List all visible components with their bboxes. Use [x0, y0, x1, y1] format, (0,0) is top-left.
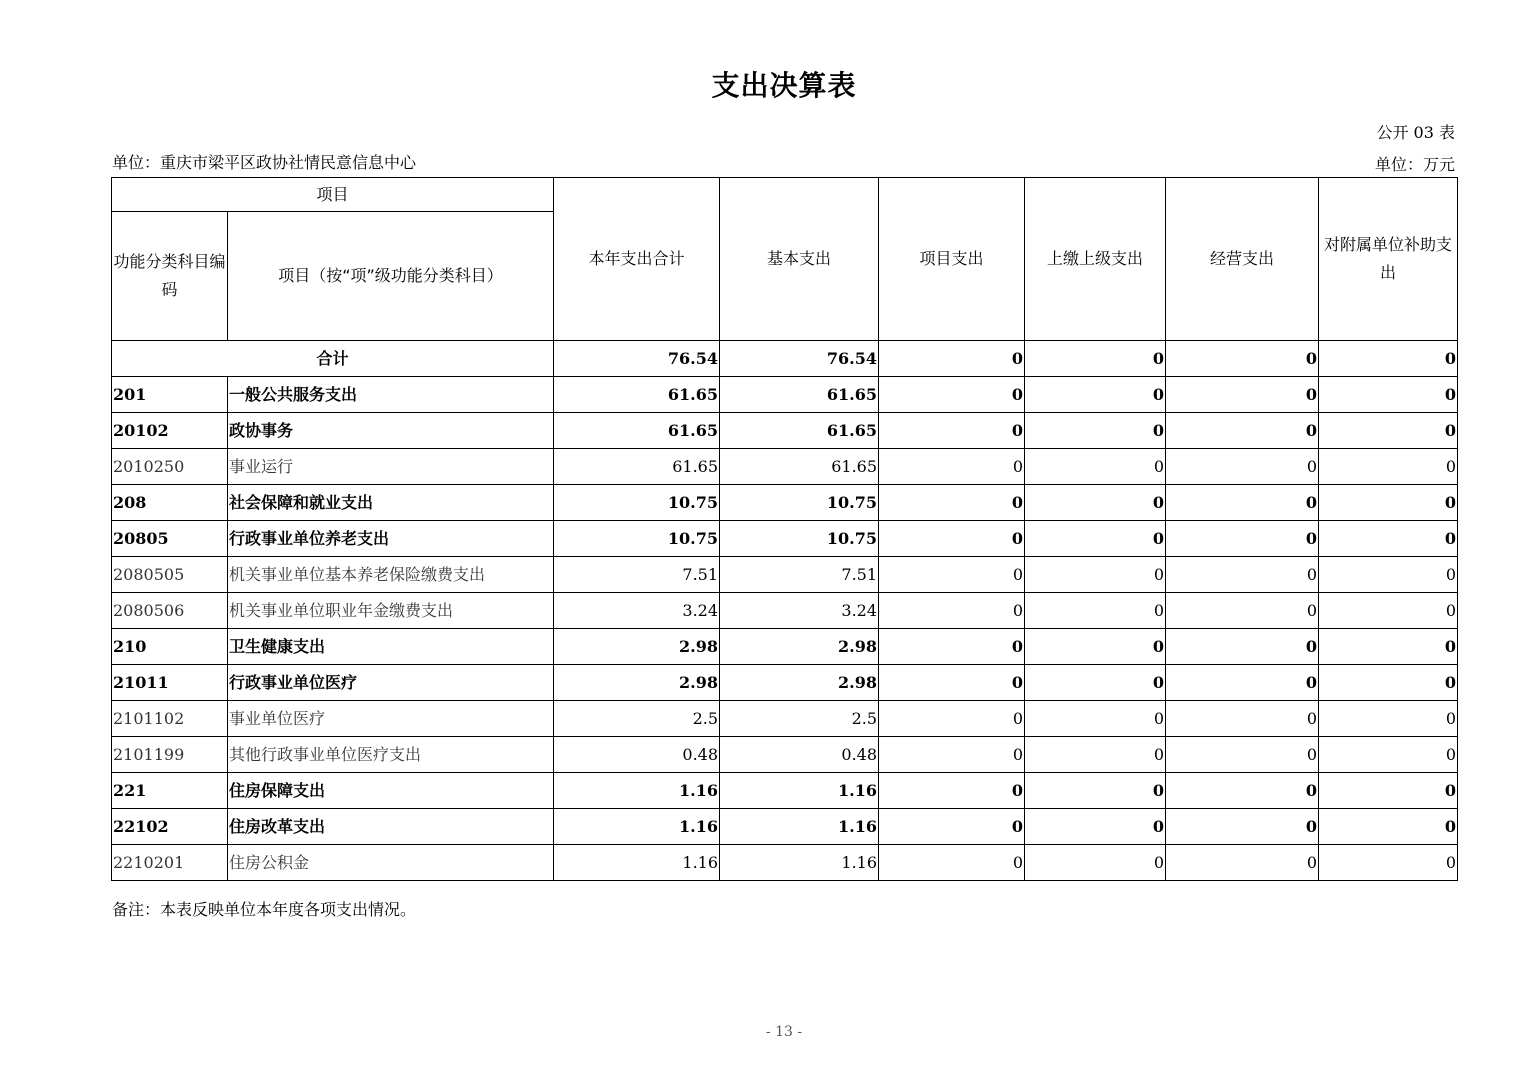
- page-title: 支出决算表: [711, 69, 857, 102]
- cell-business: 0: [1166, 629, 1319, 665]
- cell-subsidy: 0: [1319, 413, 1458, 449]
- cell-basic: 1.16: [720, 773, 879, 809]
- header-total: 本年支出合计: [554, 178, 720, 341]
- cell-project: 0: [879, 665, 1025, 701]
- cell-upper: 0: [1025, 449, 1166, 485]
- table-row: [112, 665, 1458, 701]
- cell-code: 2010250: [112, 449, 228, 485]
- cell-subsidy: 0: [1319, 377, 1458, 413]
- page-number: - 13 -: [765, 1024, 803, 1040]
- cell-name: 住房改革支出: [228, 809, 554, 845]
- cell-code: 21011: [112, 665, 228, 701]
- total-row: [112, 341, 1458, 377]
- unit-name: 单位：重庆市梁平区政协社情民意信息中心: [112, 153, 417, 172]
- cell-basic: 3.24: [720, 593, 879, 629]
- header-row-1: [112, 178, 1458, 212]
- cell-total: 2.98: [554, 629, 720, 665]
- cell-basic: 61.65: [720, 377, 879, 413]
- table-row: [112, 629, 1458, 665]
- cell-subsidy: 0: [1319, 593, 1458, 629]
- cell-project: 0: [879, 521, 1025, 557]
- form-number: 公开 03 表: [1376, 123, 1455, 142]
- header-code: 功能分类科目编码: [112, 212, 228, 341]
- cell-business: 0: [1166, 377, 1319, 413]
- cell-business: 0: [1166, 485, 1319, 521]
- expenditure-table: [111, 177, 1458, 881]
- cell-upper: 0: [1025, 773, 1166, 809]
- cell-name: 其他行政事业单位医疗支出: [228, 737, 554, 773]
- cell-code: 20102: [112, 413, 228, 449]
- cell-total: 1.16: [554, 809, 720, 845]
- total-total: 76.54: [554, 341, 720, 377]
- cell-total: 3.24: [554, 593, 720, 629]
- cell-total: 10.75: [554, 521, 720, 557]
- table-row: [112, 377, 1458, 413]
- cell-business: 0: [1166, 809, 1319, 845]
- header-subsidy: 对附属单位补助支出: [1319, 178, 1458, 341]
- cell-code: 2101102: [112, 701, 228, 737]
- cell-subsidy: 0: [1319, 449, 1458, 485]
- cell-name: 事业单位医疗: [228, 701, 554, 737]
- cell-code: 22102: [112, 809, 228, 845]
- cell-total: 61.65: [554, 377, 720, 413]
- cell-subsidy: 0: [1319, 701, 1458, 737]
- cell-project: 0: [879, 485, 1025, 521]
- cell-project: 0: [879, 449, 1025, 485]
- cell-business: 0: [1166, 557, 1319, 593]
- cell-project: 0: [879, 701, 1025, 737]
- cell-name: 事业运行: [228, 449, 554, 485]
- cell-upper: 0: [1025, 701, 1166, 737]
- cell-subsidy: 0: [1319, 521, 1458, 557]
- cell-project: 0: [879, 593, 1025, 629]
- cell-business: 0: [1166, 413, 1319, 449]
- table-row: [112, 485, 1458, 521]
- cell-total: 2.98: [554, 665, 720, 701]
- cell-code: 201: [112, 377, 228, 413]
- table-row: [112, 413, 1458, 449]
- cell-upper: 0: [1025, 629, 1166, 665]
- cell-upper: 0: [1025, 737, 1166, 773]
- cell-name: 卫生健康支出: [228, 629, 554, 665]
- cell-code: 2101199: [112, 737, 228, 773]
- cell-code: 2080505: [112, 557, 228, 593]
- cell-code: 2210201: [112, 845, 228, 881]
- cell-total: 7.51: [554, 557, 720, 593]
- cell-basic: 10.75: [720, 521, 879, 557]
- cell-upper: 0: [1025, 485, 1166, 521]
- cell-basic: 2.98: [720, 629, 879, 665]
- cell-total: 2.5: [554, 701, 720, 737]
- cell-project: 0: [879, 773, 1025, 809]
- cell-basic: 2.98: [720, 665, 879, 701]
- cell-upper: 0: [1025, 845, 1166, 881]
- table-row: [112, 521, 1458, 557]
- table-row: [112, 773, 1458, 809]
- header-business: 经营支出: [1166, 178, 1319, 341]
- cell-business: 0: [1166, 665, 1319, 701]
- cell-name: 住房公积金: [228, 845, 554, 881]
- cell-subsidy: 0: [1319, 737, 1458, 773]
- table-row: [112, 809, 1458, 845]
- cell-upper: 0: [1025, 377, 1166, 413]
- cell-business: 0: [1166, 593, 1319, 629]
- table-row: [112, 449, 1458, 485]
- cell-name: 机关事业单位职业年金缴费支出: [228, 593, 554, 629]
- total-business: 0: [1166, 341, 1319, 377]
- cell-business: 0: [1166, 521, 1319, 557]
- currency-unit: 单位：万元: [1374, 155, 1455, 174]
- cell-project: 0: [879, 809, 1025, 845]
- cell-upper: 0: [1025, 593, 1166, 629]
- table-row: [112, 845, 1458, 881]
- cell-basic: 1.16: [720, 845, 879, 881]
- cell-name: 住房保障支出: [228, 773, 554, 809]
- header-upper: 上缴上级支出: [1025, 178, 1166, 341]
- cell-name: 机关事业单位基本养老保险缴费支出: [228, 557, 554, 593]
- cell-total: 61.65: [554, 413, 720, 449]
- cell-code: 208: [112, 485, 228, 521]
- cell-name: 行政事业单位养老支出: [228, 521, 554, 557]
- cell-project: 0: [879, 845, 1025, 881]
- cell-code: 221: [112, 773, 228, 809]
- cell-basic: 61.65: [720, 449, 879, 485]
- cell-upper: 0: [1025, 521, 1166, 557]
- cell-business: 0: [1166, 701, 1319, 737]
- cell-name: 一般公共服务支出: [228, 377, 554, 413]
- cell-subsidy: 0: [1319, 665, 1458, 701]
- table-row: [112, 593, 1458, 629]
- cell-project: 0: [879, 377, 1025, 413]
- cell-code: 2080506: [112, 593, 228, 629]
- cell-code: 210: [112, 629, 228, 665]
- total-subsidy: 0: [1319, 341, 1458, 377]
- cell-business: 0: [1166, 737, 1319, 773]
- cell-business: 0: [1166, 449, 1319, 485]
- cell-project: 0: [879, 413, 1025, 449]
- table-row: [112, 557, 1458, 593]
- cell-upper: 0: [1025, 557, 1166, 593]
- cell-basic: 61.65: [720, 413, 879, 449]
- table-row: [112, 701, 1458, 737]
- cell-upper: 0: [1025, 413, 1166, 449]
- cell-total: 1.16: [554, 845, 720, 881]
- cell-project: 0: [879, 629, 1025, 665]
- total-basic: 76.54: [720, 341, 879, 377]
- cell-subsidy: 0: [1319, 773, 1458, 809]
- cell-total: 0.48: [554, 737, 720, 773]
- cell-basic: 0.48: [720, 737, 879, 773]
- cell-subsidy: 0: [1319, 629, 1458, 665]
- cell-name: 行政事业单位医疗: [228, 665, 554, 701]
- cell-upper: 0: [1025, 809, 1166, 845]
- header-item: 项目: [112, 178, 554, 212]
- header-project: 项目支出: [879, 178, 1025, 341]
- cell-total: 10.75: [554, 485, 720, 521]
- cell-total: 61.65: [554, 449, 720, 485]
- table-row: [112, 737, 1458, 773]
- cell-subsidy: 0: [1319, 485, 1458, 521]
- cell-name: 政协事务: [228, 413, 554, 449]
- total-project: 0: [879, 341, 1025, 377]
- cell-business: 0: [1166, 773, 1319, 809]
- total-label: 合计: [112, 341, 554, 377]
- header-name: 项目（按“项”级功能分类科目）: [228, 212, 554, 341]
- cell-project: 0: [879, 557, 1025, 593]
- cell-subsidy: 0: [1319, 845, 1458, 881]
- cell-basic: 7.51: [720, 557, 879, 593]
- cell-basic: 10.75: [720, 485, 879, 521]
- cell-business: 0: [1166, 845, 1319, 881]
- cell-project: 0: [879, 737, 1025, 773]
- cell-basic: 2.5: [720, 701, 879, 737]
- cell-basic: 1.16: [720, 809, 879, 845]
- cell-subsidy: 0: [1319, 809, 1458, 845]
- cell-name: 社会保障和就业支出: [228, 485, 554, 521]
- cell-code: 20805: [112, 521, 228, 557]
- total-upper: 0: [1025, 341, 1166, 377]
- header-basic: 基本支出: [720, 178, 879, 341]
- cell-total: 1.16: [554, 773, 720, 809]
- cell-subsidy: 0: [1319, 557, 1458, 593]
- cell-upper: 0: [1025, 665, 1166, 701]
- footnote: 备注：本表反映单位本年度各项支出情况。: [112, 900, 417, 919]
